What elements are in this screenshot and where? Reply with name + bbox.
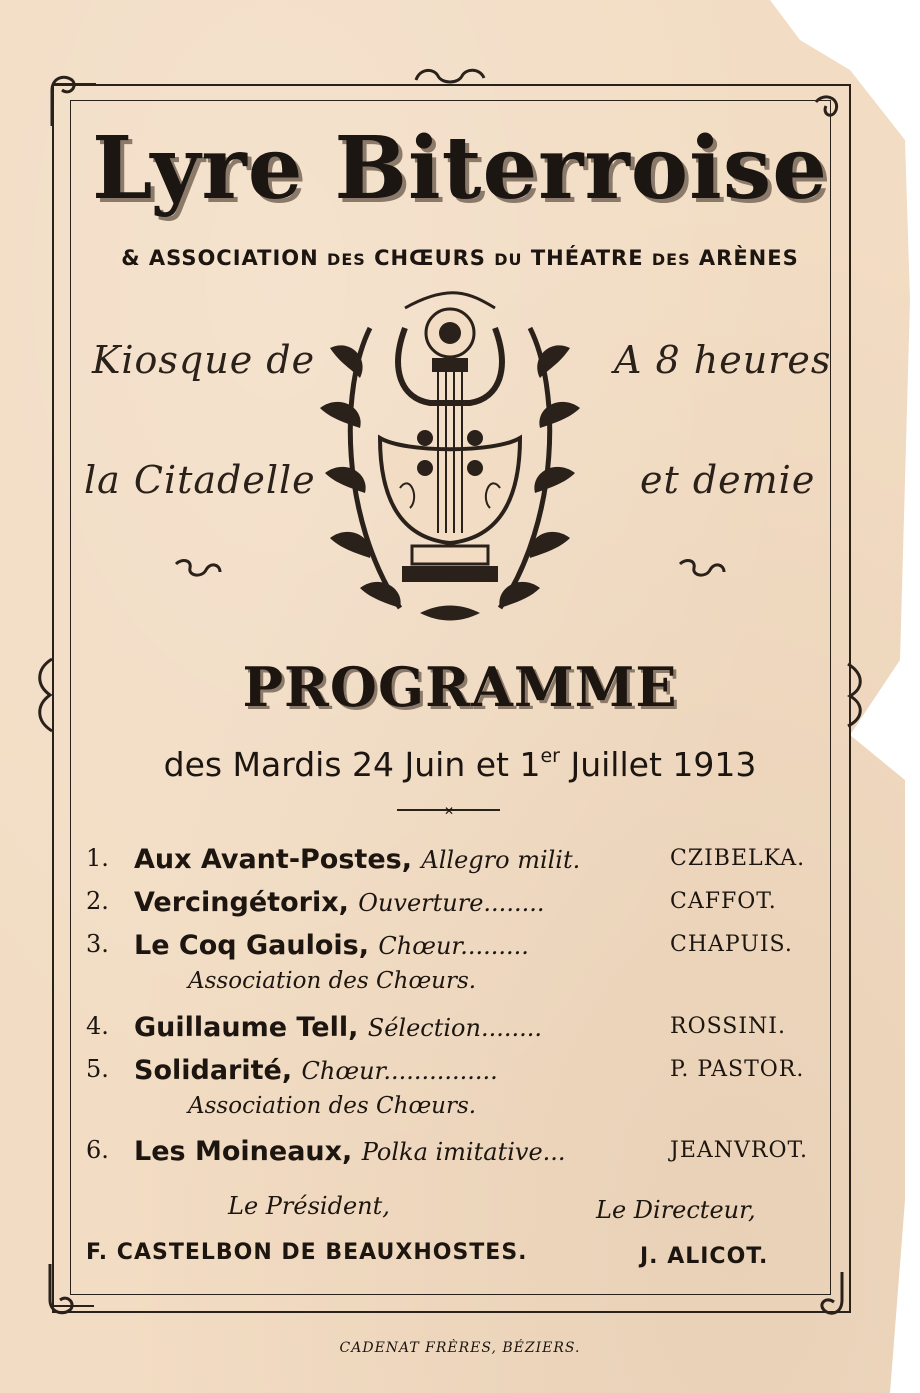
- venue-line-2: la Citadelle: [84, 458, 316, 502]
- work-title: Les Moineaux,: [134, 1136, 353, 1167]
- dates-superscript: er: [540, 745, 560, 767]
- item-number: 1.: [86, 844, 109, 872]
- work-title: Vercingétorix,: [134, 887, 349, 918]
- subtitle-part: CHŒURS: [374, 246, 486, 270]
- work-description: Polka imitative...: [361, 1138, 566, 1166]
- bottom-right-corner-ornament: [806, 1270, 856, 1320]
- item-work: [134, 930, 529, 961]
- time-line-2: et demie: [640, 458, 816, 502]
- lyre-emblem-illustration: [310, 288, 590, 633]
- work-title: Aux Avant-Postes,: [134, 844, 412, 875]
- item-composer: CZIBELKA.: [670, 846, 806, 871]
- item-work: [134, 1055, 498, 1086]
- programme-heading: PROGRAMME: [242, 655, 678, 719]
- director-name: J. ALICOT.: [640, 1244, 769, 1269]
- programme-item: [86, 844, 826, 884]
- bottom-left-corner-ornament: [36, 1262, 96, 1322]
- director-role: Le Directeur,: [596, 1196, 756, 1224]
- subtitle-part: THÉATRE: [530, 246, 644, 270]
- subtitle-part: & ASSOCIATION: [121, 246, 319, 270]
- item-work: [134, 887, 544, 918]
- item-composer: P. PASTOR.: [670, 1057, 805, 1082]
- work-description: Chœur...............: [301, 1057, 498, 1085]
- item-number: 5.: [86, 1055, 109, 1083]
- left-edge-ornament: [32, 655, 62, 735]
- item-composer: CHAPUIS.: [670, 932, 793, 957]
- subtitle-part: DES: [651, 250, 691, 269]
- item-number: 2.: [86, 887, 109, 915]
- subtitle-part: DU: [494, 250, 523, 269]
- programme-dates: [70, 745, 850, 784]
- item-number: 4.: [86, 1012, 109, 1040]
- work-title: Le Coq Gaulois,: [134, 930, 369, 961]
- president-role: Le Président,: [228, 1192, 390, 1220]
- item-composer: ROSSINI.: [670, 1014, 786, 1039]
- subtitle-part: ARÈNES: [698, 246, 799, 270]
- work-title: Solidarité,: [134, 1055, 293, 1086]
- association-subtitle: [70, 246, 850, 270]
- item-performer: Association des Chœurs.: [188, 968, 477, 994]
- separator-cross: ✕: [444, 804, 455, 818]
- programme-item: [86, 1136, 826, 1176]
- item-composer: CAFFOT.: [670, 889, 777, 914]
- work-title: Guillaume Tell,: [134, 1012, 359, 1043]
- subtitle-part: DES: [327, 250, 366, 269]
- printer-credit: CADENAT FRÈRES, BÉZIERS.: [339, 1340, 581, 1356]
- work-description: Allegro milit.: [421, 846, 581, 874]
- work-description: Ouverture........: [358, 889, 545, 917]
- programme-item: [86, 930, 826, 970]
- time-line-1: A 8 heures: [614, 338, 832, 382]
- item-work: [134, 844, 580, 875]
- programme-item: [86, 887, 826, 927]
- work-description: Sélection........: [367, 1014, 542, 1042]
- programme-item: [86, 1055, 826, 1095]
- top-center-scroll-ornament: [410, 62, 490, 92]
- venue-line-1: Kiosque de: [92, 338, 316, 382]
- dates-prefix: des Mardis 24 Juin et 1: [163, 745, 541, 784]
- item-performer: Association des Chœurs.: [188, 1093, 477, 1119]
- item-number: 3.: [86, 930, 109, 958]
- society-title: Lyre Biterroise: [92, 118, 828, 219]
- left-swirl-ornament: [172, 556, 224, 580]
- item-work: [134, 1012, 542, 1043]
- item-composer: JEANVROT.: [670, 1138, 808, 1163]
- president-name: F. CASTELBON DE BEAUXHOSTES.: [86, 1240, 528, 1265]
- programme-item: [86, 1012, 826, 1052]
- dates-suffix: Juillet 1913: [570, 745, 757, 784]
- item-number: 6.: [86, 1136, 109, 1164]
- work-description: Chœur.........: [378, 932, 529, 960]
- item-work: [134, 1136, 566, 1167]
- right-swirl-ornament: [676, 556, 728, 580]
